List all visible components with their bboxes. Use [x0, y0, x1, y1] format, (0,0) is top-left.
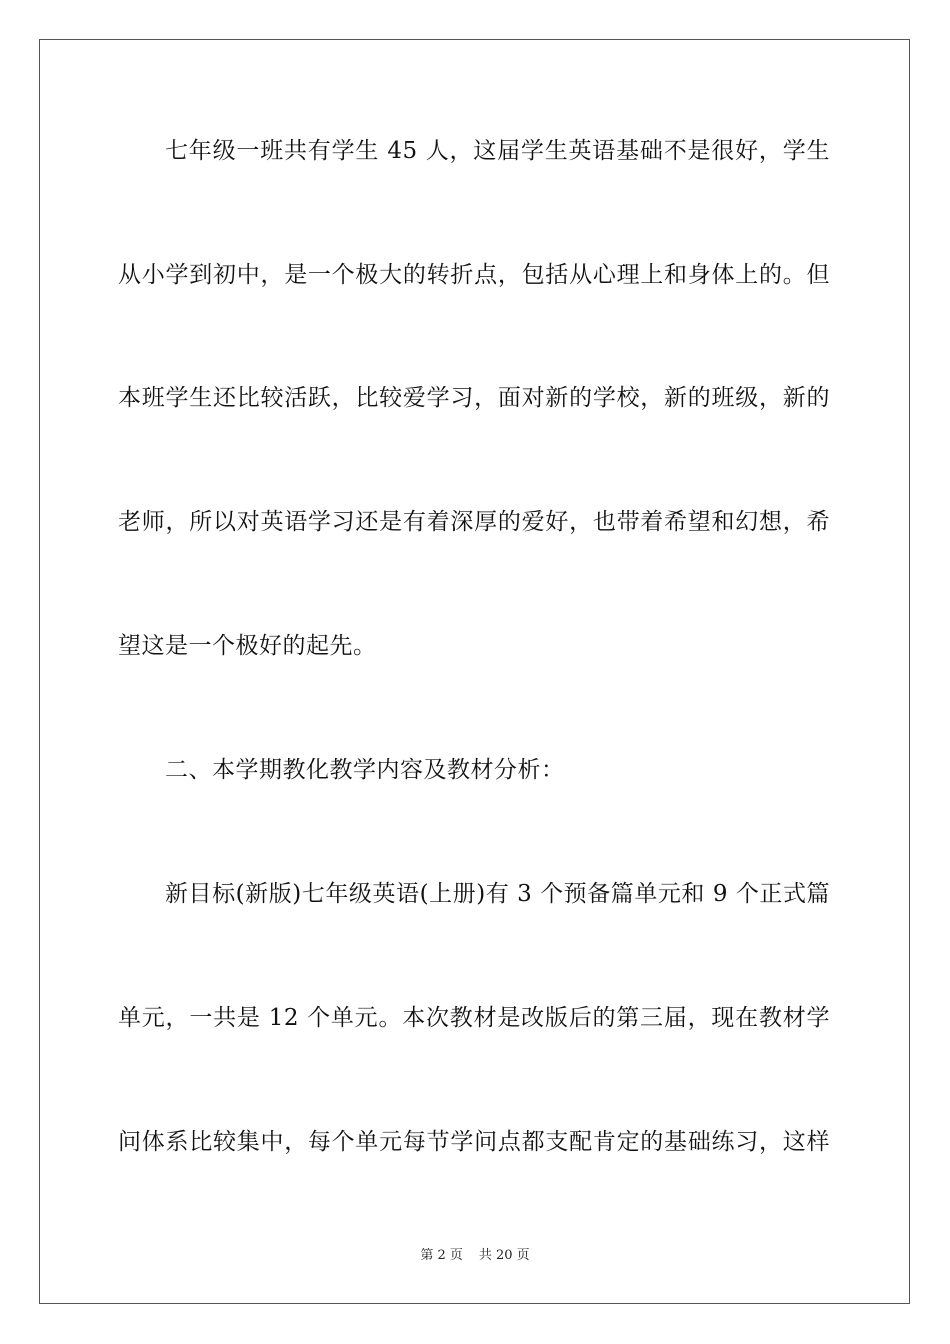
section-heading: 二、本学期教化教学内容及教材分析： — [165, 757, 565, 783]
page-footer — [0, 1248, 950, 1264]
paragraph1-line-4: 老师，所以对英语学习还是有着深厚的爱好，也带着希望和幻想，希 — [118, 509, 830, 535]
paragraph1-line-5: 望这是一个极好的起先。 — [118, 633, 377, 659]
paragraph2-line-2: 单元，一共是 12 个单元。本次教材是改版后的第三届，现在教材学 — [118, 1005, 830, 1031]
paragraph1-line-2: 从小学到初中，是一个极大的转折点，包括从心理上和身体上的。但 — [118, 262, 830, 288]
paragraph2-line-3: 问体系比较集中，每个单元每节学问点都支配肯定的基础练习，这样 — [118, 1129, 830, 1155]
page-border — [39, 39, 910, 1304]
paragraph2-line-1: 新目标(新版)七年级英语(上册)有 3 个预备篇单元和 9 个正式篇 — [165, 881, 830, 907]
current-page-label: 第 2 页 — [420, 1248, 463, 1263]
total-pages-label: 共 20 页 — [478, 1248, 530, 1263]
paragraph1-line-3: 本班学生还比较活跃，比较爱学习，面对新的学校，新的班级，新的 — [118, 385, 830, 411]
paragraph1-line-1: 七年级一班共有学生 45 人，这届学生英语基础不是很好，学生 — [165, 138, 830, 164]
